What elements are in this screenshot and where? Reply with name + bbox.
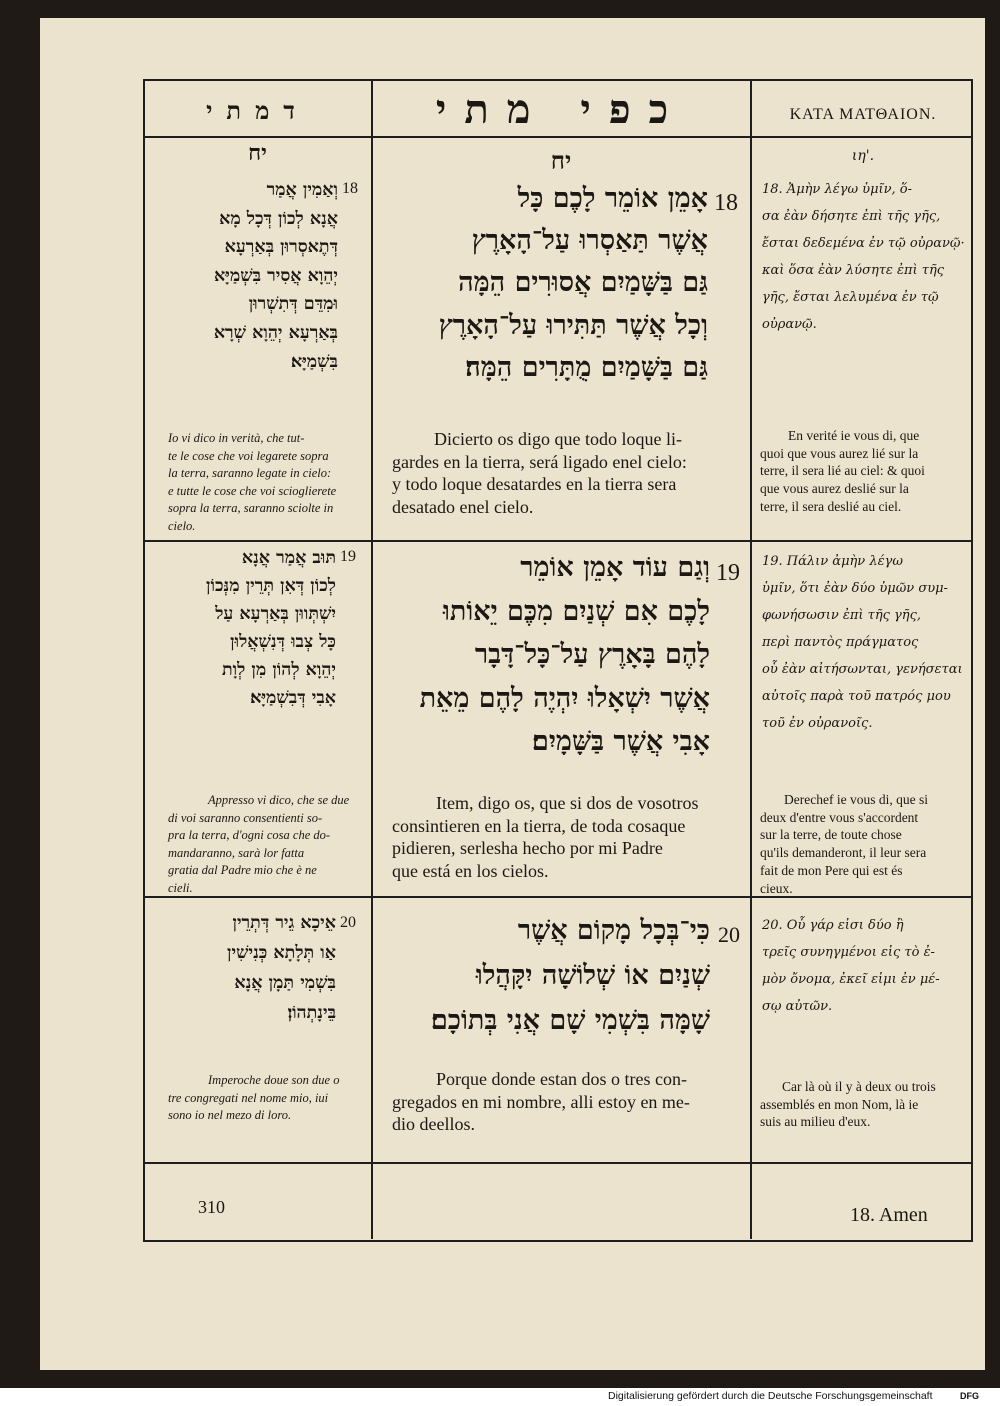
aramaic-verse-number: 18 xyxy=(342,180,358,197)
header-rule xyxy=(145,136,971,138)
greek-verse-text: 18. Ἀμὴν λέγω ὑμῖν, ὅ- σα ἐὰν δήσητε ἐπὶ τῆς γῆς, ἔσται δεδεμένα ἐν τῷ οὐρανῷ· καὶ ὅσα ἐὰν λύσητε ἐπὶ τῆς γῆς, ἔσται λελυμένα ἐν τῷ οὐρανῷ. xyxy=(762,182,965,332)
aramaic-verse-text: תּוּב אֲמַר אֲנָא לְכוֹן דְּאִן תְּרֵין מִנְּכוֹן יִשְׁתְּווּן בְּאַרְעָא עַל כָּל צְבוּ דְּנִשְׁאֲלוּן יְהֵוָא לְהוֹן מִן לְוָת אָבִי דְּבִשְׁמַיָּא׃ xyxy=(206,548,336,708)
column-rule-left xyxy=(371,81,373,1239)
aramaic-verse-number: 20 xyxy=(340,914,356,931)
column-rule-right xyxy=(750,81,752,1239)
digitization-footer xyxy=(0,1388,1000,1406)
verse-rule-18 xyxy=(145,540,971,542)
hebrew-chapter-number: יח xyxy=(550,146,572,175)
hebrew-verse-text: וְגַם עוֹד אָמֵן אוֹמֵר לָכֶם אִם שְׁנַיִם מִכֶּם יֵאוֹתוּ לָהֶם בָּאָרֶץ עַל־כָּל־דָּבָר אֲשֶׁר יִשְׁאָלוּ יִהְיֶה לָהֶם מֵאֵת אָבִי אֲשֶׁר בַּשָּׁמָיִם׃ xyxy=(419,552,710,757)
hebrew-verse-number: 19 xyxy=(716,560,740,586)
dfg-logo: DFG xyxy=(960,1391,979,1401)
spanish-verse-text: Dicierto os digo que todo loque li- gardes en la tierra, será ligado enel cielo: y todo loque desatardes en la tierra sera desatado enel cielo. xyxy=(392,429,687,517)
french-verse-text: Derechef ie vous di, que si deux d'entre vous s'accordent sur la terre, de toute chose qu'ils demanderont, il leur sera fait de mon Pere qui est és cieux. xyxy=(760,792,928,896)
catchword: 18. Amen xyxy=(850,1204,928,1226)
greek-verse-text: 20. Οὗ γάρ εἰσι δύο ἢ τρεῖς συνηγμένοι εἰς τὸ ἐ- μὸν ὄνομα, ἐκεῖ εἰμι ἐν μέ- σῳ αὐτῶν. xyxy=(762,918,940,1014)
hebrew-column-title: כפי מתי xyxy=(435,86,687,133)
hebrew-verse-text: אָמֵן אוֹמֵר לָכֶם כָּל אֲשֶׁר תַּאַסְרוּ עַל־הָאָרֶץ גַּם בַּשָּׁמַיִם אֲסוּרִים הֵמָּה וְכָל אֲשֶׁר תַּתִּירוּ עַל־הָאָרֶץ גַּם בַּשָּׁמַיִם מֻתָּרִים הֵמָּה׃ xyxy=(438,183,708,383)
spanish-verse-text: Item, digo os, que si dos de vosotros consintieren en la tierra, de toda cosaque pidieren, serlesha hecho por mi Padre que está en los cielos. xyxy=(392,793,699,881)
italian-verse-text: Appresso vi dico, che se due di voi saranno consentienti so- pra la terra, d'ogni cosa che do- mandaranno, sarà lor fatta gratia dal Padre mio che è ne cieli. xyxy=(168,793,350,895)
aramaic-verse-text: וְאַמִין אֲמַר אֲנָא לְכוֹן דְּכָל מָא דְּתֶאסְרוּן בְּאַרְעָא יְהֵוָא אֲסִיר בִּשְׁמַיָּא וּמִדֵּם דְּתִשְׁרוּן בְּאַרְעָא יְהֵוָא שְׁרָא בִּשְׁמַיָּא׃ xyxy=(213,180,338,372)
page-number: 310 xyxy=(198,1197,225,1217)
aramaic-chapter-number: יח xyxy=(248,140,267,166)
greek-chapter-number: ιη'. xyxy=(851,148,875,164)
hebrew-verse-number: 20 xyxy=(718,922,740,947)
greek-column-title: ΚΑΤΑ ΜΑΤΘΑΙΟΝ. xyxy=(789,106,937,123)
french-verse-text: Car là où il y à deux ou trois assemblés en mon Nom, là ie suis au milieu d'eux. xyxy=(760,1079,936,1130)
bottom-rule xyxy=(145,1162,971,1164)
hebrew-verse-number: 18 xyxy=(714,190,738,216)
aramaic-verse-number: 19 xyxy=(340,548,356,565)
italian-verse-text: Imperoche doue son due o tre congregati nel nome mio, iui sono io nel mezo di loro. xyxy=(168,1073,340,1123)
italian-verse-text: Io vi dico in verità, che tut- te le cose che voi legarete sopra la terra, saranno legate in cielo: e tutte le cose che voi scioglierete sopra la terra, saranno sciolte in cielo. xyxy=(168,431,337,533)
greek-verse-text: 19. Πάλιν ἀμὴν λέγω ὑμῖν, ὅτι ἐὰν δύο ὑμῶν συμ- φωνήσωσιν ἐπὶ τῆς γῆς, περὶ παντὸς πράγματος οὗ ἐὰν αἰτήσωνται, γενήσεται αὐτοῖς παρὰ τοῦ πατρός μου τοῦ ἐν οὐρανοῖς. xyxy=(762,554,963,731)
digitization-credit: Digitalisierung gefördert durch die Deutsche Forschungsgemeinschaft xyxy=(608,1390,933,1402)
aramaic-column-title: דמתי xyxy=(206,96,309,125)
hebrew-verse-text: כִּי־בְּכָל מָקוֹם אֲשֶׁר שְׁנַיִם אוֹ שְׁלוֹשָׁה יִקָּהֲלוּ שָׁמָּה בִּשְׁמִי שָׁם אֲנִי בְּתוֹכָם׃ xyxy=(430,915,710,1036)
french-verse-text: En verité ie vous di, que quoi que vous aurez lié sur la terre, il sera lié au ciel: & quoi que vous aurez deslié sur la terre, il sera deslié au ciel. xyxy=(760,428,925,514)
aramaic-verse-text: אֵיכָא גֵיר דְּתְרֵין אַו תְּלָתָא כְּנִישִׁין בִּשְׁמִי תַּמָן אֲנָא בֵּינָתְהוֹן׃ xyxy=(227,913,336,1023)
spanish-verse-text: Porque donde estan dos o tres con- gregados en mi nombre, alli estoy en me- dio deellos. xyxy=(392,1069,690,1135)
